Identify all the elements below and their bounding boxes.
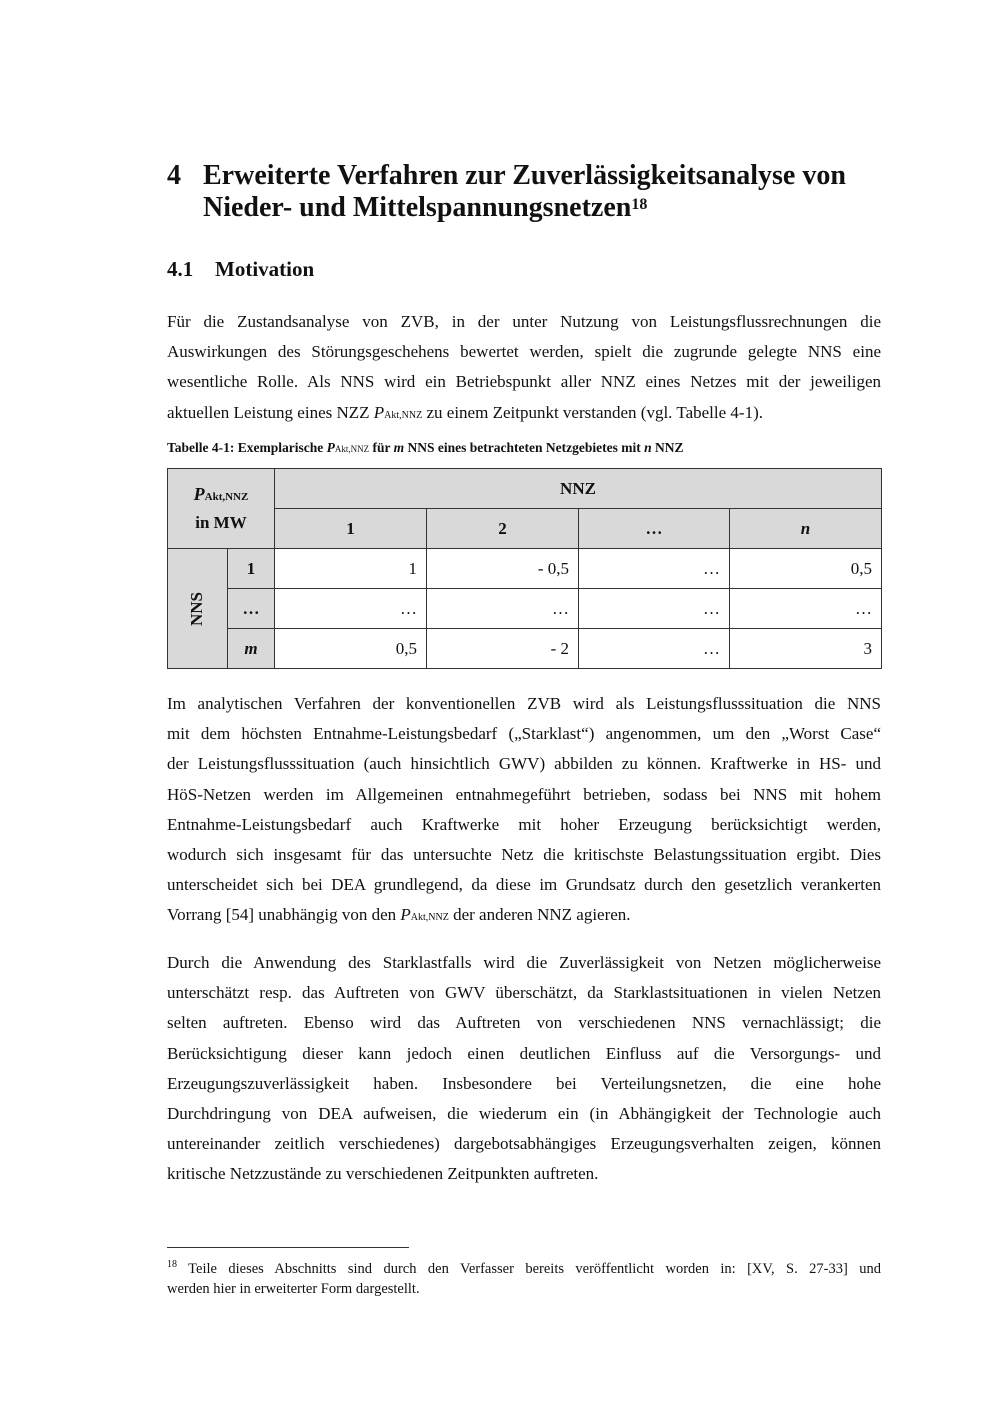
paragraph-line: HöS-Netzen werden im Allgemeinen entnahmegeführt betrieben, sodass bei NNS mit hohem [167,784,881,804]
chapter-title-line1: Erweiterte Verfahren zur Zuverlässigkeitsanalyse von [203,160,846,191]
caption-text: Tabelle 4-1: Exemplarische [167,440,327,455]
table-corner-cell [168,469,275,549]
section-number: 4.1 [167,257,194,281]
paragraph-line: Erzeugungszuverlässigkeit haben. Insbesondere bei Verteilungsnetzen, die eine hohe [167,1073,881,1093]
chapter-title-line2-text: Nieder- und Mittelspannungsnetzen [203,192,632,223]
paragraph-line: Im analytischen Verfahren der konventionellen ZVB wird als Leistungsflusssituation die NNS [167,694,881,713]
paragraph-line: unterscheidet sich bei DEA grundlegend, da diese im Grundsatz durch den gesetzlich verankerten [167,875,881,895]
footnote-text: Teile dieses Abschnitts sind durch den Verfasser bereits veröffentlicht worden in: [XV, S. 27-33] und [177,1260,881,1277]
paragraph-line: unterschätzt resp. das Auftreten von GWV überschätzt, da Starklastsituationen in vielen Netzen [167,983,881,1003]
table-cell: - 0,5 [427,549,579,589]
paragraph-3 [167,948,881,1190]
paragraph-line: kritische Netzzustände zu verschiedenen Zeitpunkten auftreten. [167,1164,599,1184]
chapter-title-line2 [203,192,893,224]
table-cell: 0,5 [730,549,882,589]
column-header: 1 [275,509,427,549]
symbol-p: P [400,905,411,925]
footnote [167,1255,881,1299]
footnote-line [167,1255,881,1279]
text-run: der anderen NNZ agieren. [448,905,631,925]
symbol-subscript: Akt,NNZ [384,409,423,421]
chapter-footnote-ref[interactable]: 18 [631,196,648,213]
column-header: 2 [427,509,579,549]
chapter-title [203,160,893,224]
table-cell: … [730,589,882,629]
caption-subscript: Akt,NNZ [334,444,370,454]
text-run: Vorrang [54] unabhängig von den [167,905,401,925]
row-header: … [228,589,275,629]
paragraph-line: untereinander zeitlich verschiedenes) dargebotsabhängiges Erzeugungsverhalten zeigen, können [167,1134,881,1154]
paragraph-line [167,398,881,431]
column-header: n [730,509,882,549]
paragraph-line: mit dem höchsten Entnahme-Leistungsbedarf („Starklast“) angenommen, um den „Worst Case“ [167,724,881,744]
table-cell: … [275,589,427,629]
caption-symbol: P [326,440,335,455]
row-group-label: NNS [187,591,207,626]
caption-var-n: n [644,440,652,455]
column-header: … [579,509,730,549]
corner-symbol: P [193,484,205,504]
table-cell: 0,5 [275,629,427,669]
corner-quantity [176,481,266,510]
footnote-line: werden hier in erweiterter Form dargestellt. [167,1280,420,1297]
paragraph-line [167,900,881,933]
symbol-p: P [373,402,385,422]
paragraph-line: Durchdringung von DEA aufweisen, die wiederum ein (in Abhängigkeit der Technologie auch [167,1104,881,1124]
data-table [167,468,882,669]
caption-text: für [369,440,394,455]
table-cell: - 2 [427,629,579,669]
caption-var-m: m [393,440,405,455]
table-caption [167,440,684,456]
paragraph-line: selten auftreten. Ebenso wird das Auftreten von verschiedenen NNS vernachlässigt; die [167,1013,881,1033]
paragraph-1 [167,307,881,431]
paragraph-line: Berücksichtigung dieser kann jedoch einen deutlichen Einfluss auf die Versorgungs- und [167,1043,881,1063]
row-group-header [168,549,228,669]
text-run: aktuellen Leistung eines NZZ [167,402,374,422]
paragraph-line: wesentliche Rolle. Als NNS wird ein Betriebspunkt aller NNZ eines Netzes mit der jeweiligen [167,372,881,392]
column-group-header: NNZ [275,469,882,509]
symbol-subscript: Akt,NNZ [410,912,449,924]
table-cell: … [579,629,730,669]
paragraph-line: wodurch sich insgesamt für das untersuchte Netz die kritischste Belastungssituation ergibt. Dies [167,845,881,865]
section-title: Motivation [215,257,315,281]
footnote-number: 18 [167,1259,177,1270]
chapter-number: 4 [167,160,181,191]
text-run: zu einem Zeitpunkt verstanden (vgl. Tabelle 4-1). [422,402,763,422]
caption-text: NNZ [651,440,684,455]
paragraph-line: Durch die Anwendung des Starklastfalls wird die Zuverlässigkeit von Netzen möglicherweise [167,953,881,972]
caption-text: NNS eines betrachteten Netzgebietes mit [404,440,645,455]
corner-unit: in MW [195,513,247,532]
table-cell: … [579,589,730,629]
table-cell: … [427,589,579,629]
paragraph-line: der Leistungsflusssituation (auch hinsichtlich GWV) abbilden zu können. Kraftwerke in HS- und [167,754,881,774]
row-header: 1 [228,549,275,589]
footnote-divider [167,1247,409,1248]
table-cell: 3 [730,629,882,669]
row-header: m [228,629,275,669]
table-cell: … [579,549,730,589]
table-cell: 1 [275,549,427,589]
paragraph-line: Auswirkungen des Störungsgeschehens bewertet werden, spielt die zugrunde gelegte NNS eine [167,342,881,362]
paragraph-line: Für die Zustandsanalyse von ZVB, in der unter Nutzung von Leistungsflussrechnungen die [167,312,881,331]
corner-subscript: Akt,NNZ [204,491,249,503]
paragraph-line: Entnahme-Leistungsbedarf auch Kraftwerke mit hoher Erzeugung berücksichtigt werden, [167,814,881,834]
paragraph-2 [167,689,881,934]
